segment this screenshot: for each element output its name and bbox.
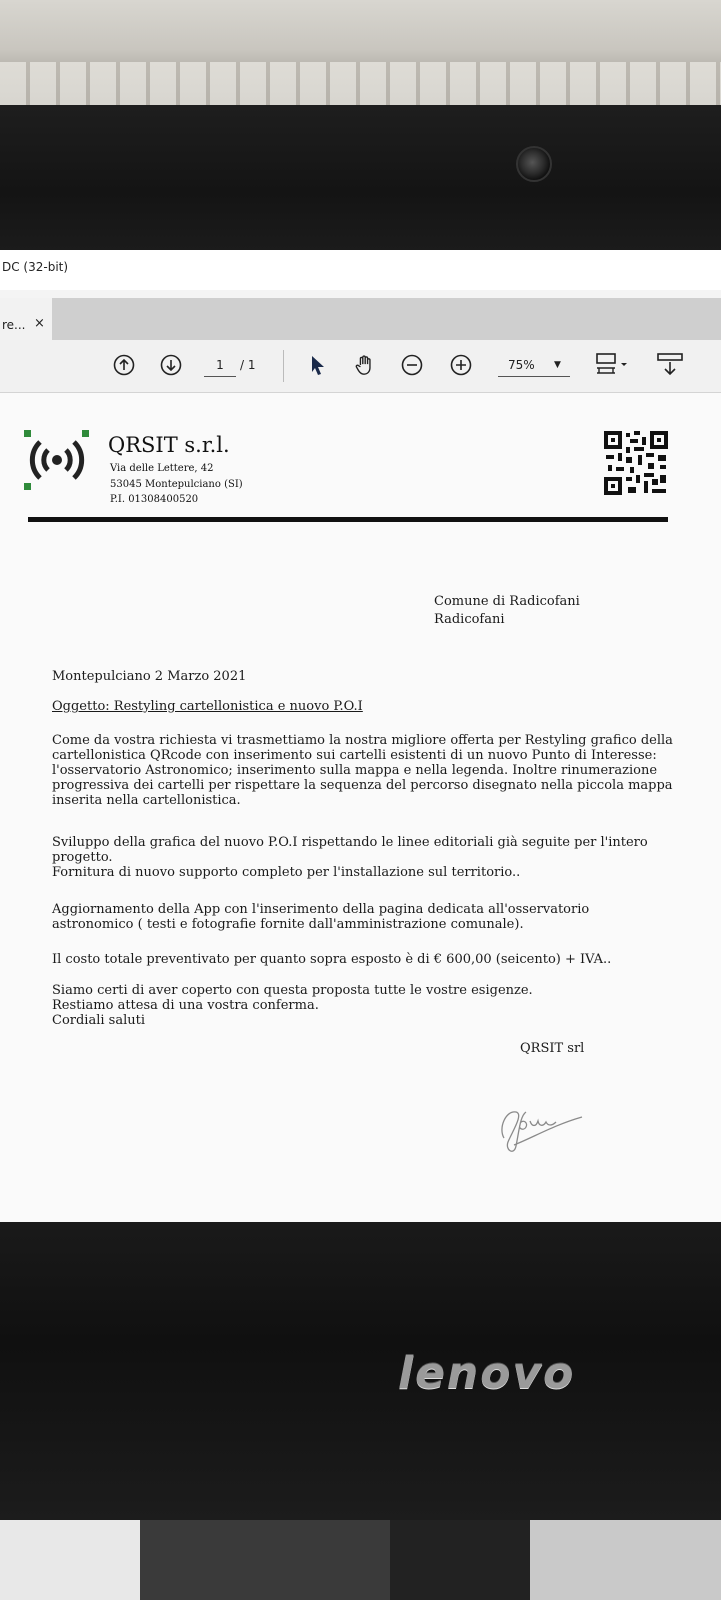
paragraph-closing bbox=[52, 983, 533, 1028]
paragraph-line: Restiamo attesa di una vostra conferma. bbox=[52, 998, 319, 1013]
paragraph-line: cartellonistica QRcode con inserimento sui cartelli esistenti di un nuovo Punto di Interesse: bbox=[52, 748, 657, 763]
window-title: DC (32-bit) bbox=[2, 260, 69, 274]
document-tab-label: re... bbox=[2, 318, 26, 332]
paragraph-line: progressiva dei cartelli per rispettare la sequenza del percorso disegnato nella piccola mappa bbox=[52, 778, 673, 793]
document-page bbox=[0, 393, 721, 1225]
letterhead-rule bbox=[28, 517, 668, 522]
hand-icon bbox=[354, 353, 376, 377]
window-titlebar bbox=[0, 250, 721, 290]
zoom-value: 75% bbox=[508, 358, 535, 372]
paragraph-offer bbox=[52, 733, 673, 808]
arrow-up-circle-icon bbox=[113, 354, 135, 376]
scroll-down-icon bbox=[656, 352, 684, 378]
fit-width-icon bbox=[595, 352, 629, 378]
document-tab[interactable] bbox=[0, 298, 52, 340]
paragraph-line: l'osservatorio Astronomico; inserimento sulla mappa e nella legenda. Inoltre rinumerazione bbox=[52, 763, 658, 778]
monitor-top-bezel bbox=[0, 105, 721, 250]
toolbar-divider bbox=[283, 350, 284, 382]
paragraph-line: Aggiornamento della App con l'inserimento della pagina dedicata all'osservatorio bbox=[52, 902, 590, 917]
paragraph-line: Sviluppo della grafica del nuovo P.O.I rispettando le linee editoriali già seguite per l'intero bbox=[52, 835, 648, 850]
recipient-line-2: Radicofani bbox=[434, 612, 505, 627]
paragraph-graphics bbox=[52, 835, 648, 880]
paragraph-line: progetto. bbox=[52, 850, 113, 865]
letter-date: Montepulciano 2 Marzo 2021 bbox=[52, 669, 247, 684]
zoom-select[interactable] bbox=[498, 354, 570, 377]
minus-circle-icon bbox=[401, 354, 423, 376]
desk-surface bbox=[0, 1520, 721, 1600]
company-vat: P.I. 01308400520 bbox=[110, 494, 199, 505]
hand-tool-button[interactable] bbox=[354, 354, 376, 376]
handwritten-signature bbox=[484, 1083, 594, 1163]
paragraph-line: Cordiali saluti bbox=[52, 1013, 145, 1028]
page-number-input[interactable]: 1 bbox=[204, 354, 236, 377]
pdf-toolbar bbox=[0, 340, 721, 393]
lenovo-logo: lenovo bbox=[398, 1348, 576, 1399]
company-street: Via delle Lettere, 42 bbox=[110, 463, 214, 474]
paragraph-app bbox=[52, 902, 589, 932]
webcam-icon bbox=[516, 146, 552, 182]
chevron-down-icon: ▼ bbox=[554, 360, 561, 370]
arrow-down-circle-icon bbox=[160, 354, 182, 376]
letter-subject: Oggetto: Restyling cartellonistica e nuovo P.O.I bbox=[52, 699, 363, 714]
page-total: / 1 bbox=[240, 358, 256, 372]
company-city: 53045 Montepulciano (SI) bbox=[110, 479, 243, 490]
cost-line: Il costo totale preventivato per quanto sopra esposto è di € 600,00 (seicento) + IVA.. bbox=[52, 952, 612, 967]
plus-circle-icon bbox=[450, 354, 472, 376]
next-page-button[interactable] bbox=[160, 354, 182, 376]
paragraph-line: Come da vostra richiesta vi trasmettiamo la nostra migliore offerta per Restyling grafico della bbox=[52, 733, 673, 748]
paragraph-line: astronomico ( testi e fotografie fornite dall'amministrazione comunale). bbox=[52, 917, 524, 932]
qrsit-logo-icon bbox=[24, 430, 90, 490]
qr-code-icon bbox=[604, 431, 670, 495]
tab-strip bbox=[0, 298, 721, 340]
recipient-line-1: Comune di Radicofani bbox=[434, 594, 580, 609]
cursor-arrow-icon bbox=[309, 354, 327, 376]
monitor-screen bbox=[0, 250, 721, 1225]
zoom-out-button[interactable] bbox=[401, 354, 423, 376]
signoff-company: QRSIT srl bbox=[520, 1041, 585, 1056]
close-tab-icon[interactable]: × bbox=[34, 316, 45, 331]
fit-page-button[interactable] bbox=[595, 354, 629, 376]
select-tool-button[interactable] bbox=[307, 354, 329, 376]
paragraph-line: Siamo certi di aver coperto con questa proposta tutte le vostre esigenze. bbox=[52, 983, 533, 998]
zoom-in-button[interactable] bbox=[450, 354, 472, 376]
paragraph-line: inserita nella cartellonistica. bbox=[52, 793, 241, 808]
scroll-mode-button[interactable] bbox=[656, 354, 684, 376]
previous-page-button[interactable] bbox=[113, 354, 135, 376]
company-name: QRSIT s.r.l. bbox=[108, 433, 230, 457]
monitor-bottom-bezel bbox=[0, 1222, 721, 1522]
paragraph-line: Fornitura di nuovo supporto completo per l'installazione sul territorio.. bbox=[52, 865, 521, 880]
